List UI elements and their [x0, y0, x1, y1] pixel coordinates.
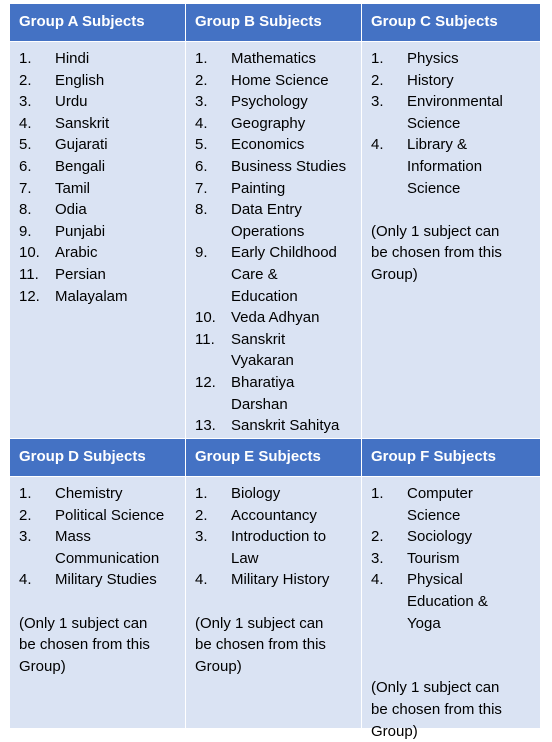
subject-item — [19, 134, 179, 156]
subject-number: 5. — [195, 136, 208, 154]
subject-name — [231, 242, 355, 307]
subject-item — [371, 91, 534, 134]
subject-name — [231, 91, 355, 113]
subject-name-line: Sanskrit Sahitya — [231, 417, 340, 435]
subject-number: 2. — [195, 506, 208, 524]
subject-number: 11. — [19, 265, 39, 283]
subject-item — [19, 569, 179, 591]
subject-item — [19, 178, 179, 200]
subject-item — [195, 199, 355, 242]
subject-name-line: Care & — [231, 265, 278, 283]
subject-number: 13. — [195, 417, 216, 435]
group-note-line: (Only 1 subject can — [371, 222, 500, 240]
subject-name — [231, 199, 355, 242]
subject-item — [371, 526, 534, 548]
subject-name — [55, 526, 179, 569]
group-c-cell — [362, 42, 540, 439]
subject-name-line: Economics — [231, 136, 305, 154]
subject-name-line: English — [55, 71, 105, 89]
subject-name-line: Introduction to — [231, 528, 327, 546]
group-b-cell — [186, 42, 362, 439]
subject-name — [231, 113, 355, 135]
subject-name-line: Punjabi — [55, 222, 106, 240]
subject-number: 3. — [371, 93, 384, 111]
subject-number: 1. — [195, 485, 208, 502]
subject-name-line: Early Childhood — [231, 244, 337, 262]
subject-name-line: Political Science — [55, 506, 165, 524]
subject-item — [19, 483, 179, 505]
subject-number: 7. — [195, 179, 208, 197]
subject-item — [371, 569, 534, 634]
subject-name — [55, 242, 179, 264]
subject-name-line: Home Science — [231, 71, 329, 89]
subject-name-line: History — [407, 71, 454, 89]
subject-item — [195, 91, 355, 113]
subject-number: 1. — [371, 50, 384, 67]
subject-item — [195, 156, 355, 178]
subject-name — [407, 548, 534, 570]
subject-number: 1. — [195, 50, 208, 67]
subject-name — [55, 70, 179, 92]
subject-number: 3. — [19, 528, 32, 546]
group-e-header: Group E Subjects — [186, 439, 362, 477]
subject-item — [19, 221, 179, 243]
subject-number: 9. — [195, 244, 208, 262]
subject-name-line: Physical — [407, 571, 463, 589]
subject-name — [55, 483, 179, 505]
subject-name-line: Gujarati — [55, 136, 108, 154]
group-c-header: Group C Subjects — [362, 4, 540, 42]
subject-item — [19, 526, 179, 569]
subject-item — [19, 113, 179, 135]
subject-name — [407, 70, 534, 92]
subject-name — [231, 526, 355, 569]
subject-name — [407, 134, 534, 199]
group-d-cell — [10, 477, 186, 729]
subject-number: 1. — [19, 485, 32, 502]
subject-name-line: Arabic — [55, 244, 98, 262]
subject-name-line: Geography — [231, 114, 306, 132]
group-note — [195, 613, 355, 678]
subject-number: 7. — [19, 179, 32, 197]
group-d-header: Group D Subjects — [10, 439, 186, 477]
subject-list — [19, 48, 179, 307]
subject-name — [55, 113, 179, 135]
subject-number: 4. — [19, 114, 32, 132]
subject-list — [195, 48, 355, 437]
subject-number: 6. — [19, 157, 32, 175]
subject-number: 2. — [371, 71, 384, 89]
subject-number: 12. — [19, 287, 40, 305]
subject-item — [371, 48, 534, 70]
subject-name — [55, 505, 179, 527]
subject-name-line: Library & — [407, 136, 468, 154]
subject-number: 12. — [195, 373, 216, 391]
subject-name — [407, 483, 534, 526]
group-note — [371, 656, 534, 742]
group-f-header: Group F Subjects — [362, 439, 540, 477]
group-note-line: be chosen from this — [195, 636, 326, 654]
subject-name-line: Urdu — [55, 93, 88, 111]
subject-number: 2. — [371, 528, 384, 546]
subject-number: 3. — [195, 528, 208, 546]
subject-name — [231, 307, 355, 329]
subject-name-line: Physics — [407, 50, 459, 67]
subject-name — [55, 156, 179, 178]
subject-name-line: Operations — [231, 222, 305, 240]
subject-item — [19, 48, 179, 70]
subject-number: 4. — [195, 114, 208, 132]
subject-name — [231, 48, 355, 70]
subject-item — [195, 242, 355, 307]
subject-name-line: Chemistry — [55, 485, 123, 502]
subject-name-line: Military Studies — [55, 571, 157, 589]
subject-name — [55, 199, 179, 221]
subject-number: 9. — [19, 222, 32, 240]
group-f-cell — [362, 477, 540, 740]
subject-item — [195, 134, 355, 156]
group-note-line: be chosen from this — [371, 700, 502, 718]
subject-name — [231, 372, 355, 415]
group-note — [19, 613, 179, 678]
subject-number: 6. — [195, 157, 208, 175]
subject-item — [19, 156, 179, 178]
subject-name — [231, 156, 355, 178]
group-note-line: be chosen from this — [371, 244, 502, 262]
subject-name-line: Veda Adhyan — [231, 309, 320, 327]
subject-item — [195, 329, 355, 372]
subject-item — [19, 286, 179, 308]
subject-number: 1. — [371, 485, 384, 502]
group-note-line: (Only 1 subject can — [195, 614, 324, 632]
subject-number: 3. — [195, 93, 208, 111]
subject-name — [231, 569, 355, 591]
subject-list — [371, 48, 534, 199]
subject-name-line: Sanskrit — [55, 114, 110, 132]
subject-number: 5. — [19, 136, 32, 154]
subject-item — [19, 242, 179, 264]
subject-item — [371, 134, 534, 199]
group-note-line: Group) — [195, 657, 242, 675]
subject-name-line: Education — [231, 287, 298, 305]
subject-name-line: Malayalam — [55, 287, 128, 305]
subject-name — [55, 286, 179, 308]
subject-name-line: Painting — [231, 179, 286, 197]
subject-list — [19, 483, 179, 591]
subject-item — [195, 415, 355, 437]
subject-name — [55, 134, 179, 156]
group-a-cell — [10, 42, 186, 439]
subject-name-line: Information — [407, 157, 483, 175]
subject-name — [231, 329, 355, 372]
subject-item — [19, 505, 179, 527]
subject-name-line: Communication — [55, 549, 160, 567]
subject-name-line: Mathematics — [231, 50, 317, 67]
group-note-line: (Only 1 subject can — [371, 679, 500, 697]
subject-name-line: Persian — [55, 265, 106, 283]
subject-name — [407, 569, 534, 634]
subject-name — [231, 178, 355, 200]
subject-name-line: Bengali — [55, 157, 106, 175]
subject-number: 11. — [195, 330, 215, 348]
subject-item — [195, 505, 355, 527]
subject-name — [55, 48, 179, 70]
group-note-line: Group) — [19, 657, 66, 675]
subject-item — [19, 199, 179, 221]
subject-name-line: Odia — [55, 201, 87, 219]
subject-name — [55, 264, 179, 286]
subjects-table — [10, 4, 540, 740]
group-note-line: Group) — [371, 722, 418, 740]
subject-name-line: Sanskrit — [231, 330, 286, 348]
subject-name-line: Computer — [407, 485, 473, 502]
group-note-line: be chosen from this — [19, 636, 150, 654]
subject-number: 4. — [371, 136, 384, 154]
subject-name — [407, 91, 534, 134]
subject-name — [231, 483, 355, 505]
subject-name-line: Science — [407, 114, 461, 132]
subject-number: 4. — [371, 571, 384, 589]
subject-number: 8. — [19, 201, 32, 219]
subject-name — [231, 415, 355, 437]
subject-item — [195, 307, 355, 329]
subject-item — [195, 48, 355, 70]
group-a-header: Group A Subjects — [10, 4, 186, 42]
subject-item — [195, 178, 355, 200]
subject-name-line: Darshan — [231, 395, 288, 413]
subject-number: 1. — [19, 50, 32, 67]
subject-number: 10. — [195, 309, 216, 327]
subject-name — [231, 70, 355, 92]
subject-name-line: Psychology — [231, 93, 308, 111]
subject-name-line: Business Studies — [231, 157, 347, 175]
subject-name — [407, 526, 534, 548]
subject-name-line: Biology — [231, 485, 281, 502]
group-note-line: Group) — [371, 265, 418, 283]
subject-name-line: Vyakaran — [231, 352, 294, 370]
subject-number: 3. — [371, 549, 384, 567]
subject-name — [55, 178, 179, 200]
group-note-line — [371, 656, 530, 678]
subject-number: 2. — [19, 506, 32, 524]
subject-name — [231, 134, 355, 156]
subject-number: 8. — [195, 201, 208, 219]
subject-name — [55, 91, 179, 113]
subject-name-line: Yoga — [407, 614, 441, 632]
subject-item — [195, 526, 355, 569]
subject-name — [55, 569, 179, 591]
subject-number: 10. — [19, 244, 40, 262]
subject-item — [195, 113, 355, 135]
subject-name-line: Military History — [231, 571, 330, 589]
group-note — [371, 221, 534, 286]
subject-name-line: Science — [407, 506, 461, 524]
subject-name-line: Mass — [55, 528, 91, 546]
subject-number: 4. — [195, 571, 208, 589]
group-note-line: (Only 1 subject can — [19, 614, 148, 632]
subject-name-line: Accountancy — [231, 506, 317, 524]
subject-name-line: Science — [407, 179, 461, 197]
subject-list — [195, 483, 355, 591]
subject-name — [231, 505, 355, 527]
subject-name-line: Hindi — [55, 50, 90, 67]
subject-name-line: Tourism — [407, 549, 460, 567]
subject-list — [371, 483, 534, 634]
subject-number: 2. — [19, 71, 32, 89]
subject-item — [195, 483, 355, 505]
subject-number: 2. — [195, 71, 208, 89]
group-e-cell — [186, 477, 362, 729]
subject-item — [371, 70, 534, 92]
subject-name-line: Tamil — [55, 179, 91, 197]
subject-name — [407, 48, 534, 70]
subject-item — [195, 372, 355, 415]
subject-name-line: Education & — [407, 592, 488, 610]
subject-name-line: Law — [231, 549, 259, 567]
subject-name-line: Data Entry — [231, 201, 302, 219]
subject-number: 3. — [19, 93, 32, 111]
subject-item — [195, 70, 355, 92]
subject-item — [19, 264, 179, 286]
subject-number: 4. — [19, 571, 32, 589]
subject-item — [19, 91, 179, 113]
subject-item — [195, 569, 355, 591]
subject-item — [371, 548, 534, 570]
subject-item — [371, 483, 534, 526]
subject-name-line: Bharatiya — [231, 373, 295, 391]
group-b-header: Group B Subjects — [186, 4, 362, 42]
subject-name-line: Environmental — [407, 93, 503, 111]
subject-name — [55, 221, 179, 243]
subject-item — [19, 70, 179, 92]
subject-name-line: Sociology — [407, 528, 473, 546]
